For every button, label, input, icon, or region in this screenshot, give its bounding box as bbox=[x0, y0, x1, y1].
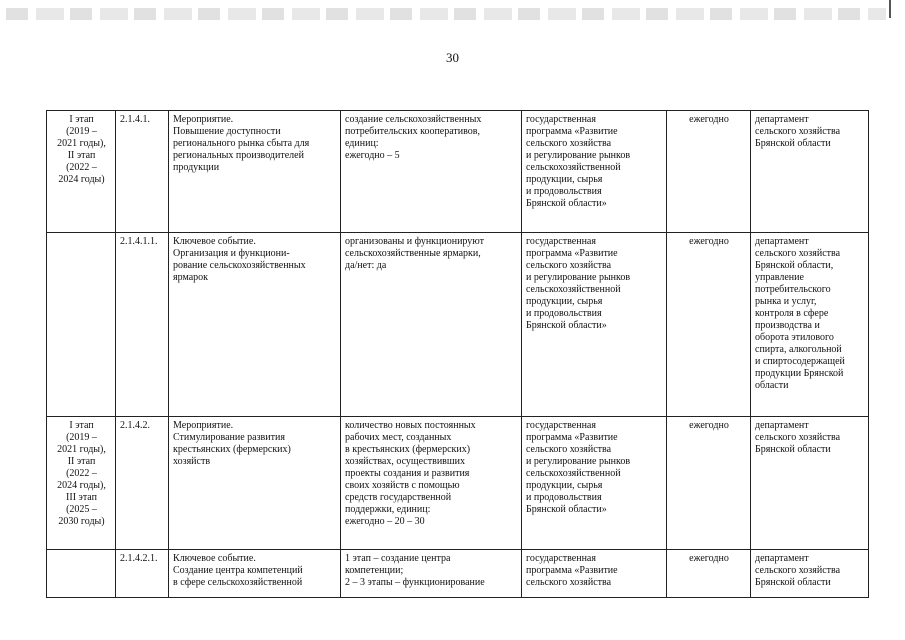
stage-cell bbox=[47, 550, 116, 598]
page-number: 30 bbox=[446, 50, 459, 65]
frequency-cell: ежегодно bbox=[667, 233, 751, 417]
stage-cell: I этап (2019 – 2021 годы), II этап (2022 – 2024 годы), III этап (2025 – 2030 годы) bbox=[47, 417, 116, 550]
title-cell: Мероприятие. Стимулирование развития крестьянских (фермерских) хозяйств bbox=[169, 417, 341, 550]
executor-cell: департамент сельского хозяйства Брянской области bbox=[751, 417, 869, 550]
frequency-cell: ежегодно bbox=[667, 417, 751, 550]
title-cell: Мероприятие. Повышение доступности регионального рынка сбыта для региональных производителей продукции bbox=[169, 111, 341, 233]
frequency-cell: ежегодно bbox=[667, 111, 751, 233]
executor-cell: департамент сельского хозяйства Брянской области bbox=[751, 550, 869, 598]
measures-table bbox=[46, 110, 869, 598]
table-row bbox=[47, 550, 869, 598]
frequency-cell: ежегодно bbox=[667, 550, 751, 598]
program-cell: государственная программа «Развитие сельского хозяйства и регулирование рынков сельскохозяйственной продукции, сырья и продовольствия Брянской области» bbox=[522, 233, 667, 417]
table-row bbox=[47, 111, 869, 233]
stage-cell: I этап (2019 – 2021 годы), II этап (2022 – 2024 годы) bbox=[47, 111, 116, 233]
executor-cell: департамент сельского хозяйства Брянской области bbox=[751, 111, 869, 233]
program-cell: государственная программа «Развитие сельского хозяйства bbox=[522, 550, 667, 598]
title-cell: Ключевое событие. Создание центра компетенций в сфере сельскохозяйственной bbox=[169, 550, 341, 598]
indicator-cell: количество новых постоянных рабочих мест, созданных в крестьянских (фермерских) хозяйствах, осуществивших проекты создания и развития своих хозяйств с помощью средств государственной поддержки, единиц: ежегодно – 20 – 30 bbox=[341, 417, 522, 550]
executor-cell: департамент сельского хозяйства Брянской области, управление потребительского рынка и услуг, контроля в сфере производства и оборота этилового спирта, алкогольной и спиртосодержащей продукции Брянской области bbox=[751, 233, 869, 417]
code-cell: 2.1.4.1. bbox=[116, 111, 169, 233]
code-cell: 2.1.4.1.1. bbox=[116, 233, 169, 417]
stage-cell bbox=[47, 233, 116, 417]
indicator-cell: организованы и функционируют сельскохозяйственные ярмарки, да/нет: да bbox=[341, 233, 522, 417]
scan-mark bbox=[889, 0, 891, 18]
title-cell: Ключевое событие. Организация и функциони- рование сельскохозяйственных ярмарок bbox=[169, 233, 341, 417]
scan-artifact-top bbox=[6, 8, 886, 20]
indicator-cell: 1 этап – создание центра компетенции; 2 – 3 этапы – функционирование bbox=[341, 550, 522, 598]
program-cell: государственная программа «Развитие сельского хозяйства и регулирование рынков сельскохозяйственной продукции, сырья и продовольствия Брянской области» bbox=[522, 111, 667, 233]
code-cell: 2.1.4.2.1. bbox=[116, 550, 169, 598]
table-row bbox=[47, 417, 869, 550]
indicator-cell: создание сельскохозяйственных потребительских кооперативов, единиц: ежегодно – 5 bbox=[341, 111, 522, 233]
code-cell: 2.1.4.2. bbox=[116, 417, 169, 550]
table-row bbox=[47, 233, 869, 417]
program-cell: государственная программа «Развитие сельского хозяйства и регулирование рынков сельскохозяйственной продукции, сырья и продовольствия Брянской области» bbox=[522, 417, 667, 550]
